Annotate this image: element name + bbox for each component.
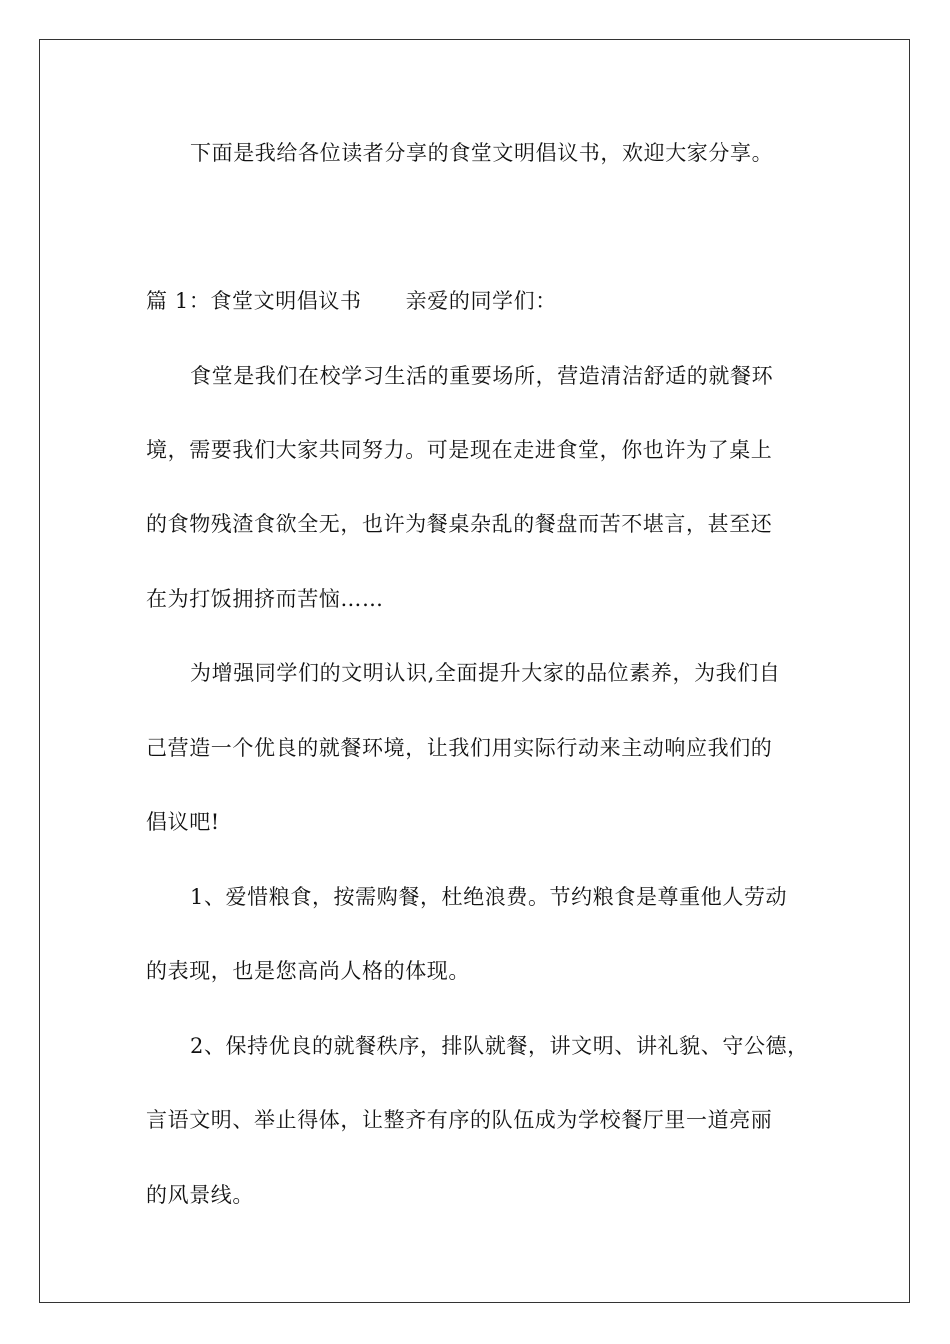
body-line: 的表现，也是您高尚人格的体现。 bbox=[146, 959, 470, 983]
intro-paragraph: 下面是我给各位读者分享的食堂文明倡议书，欢迎大家分享。 bbox=[190, 141, 774, 165]
body-line: 的风景线。 bbox=[146, 1183, 254, 1207]
list-item-1: 1、爱惜粮食，按需购餐，杜绝浪费。节约粮食是尊重他人劳动 bbox=[190, 885, 788, 909]
section-heading bbox=[146, 287, 557, 315]
body-line: 倡议吧! bbox=[146, 810, 220, 834]
body-line: 言语文明、举止得体，让整齐有序的队伍成为学校餐厅里一道亮丽 bbox=[146, 1108, 773, 1132]
body-line: 境，需要我们大家共同努力。可是现在走进食堂，你也许为了桌上 bbox=[146, 438, 773, 462]
salutation: 亲爱的同学们： bbox=[405, 289, 557, 313]
body-line: 食堂是我们在校学习生活的重要场所，营造清洁舒适的就餐环 bbox=[190, 364, 774, 388]
list-item-2: 2、保持优良的就餐秩序，排队就餐，讲文明、讲礼貌、守公德， bbox=[190, 1034, 809, 1058]
body-line: 在为打饭拥挤而苦恼…… bbox=[146, 587, 384, 611]
body-line: 的食物残渣食欲全无，也许为餐桌杂乱的餐盘而苦不堪言，甚至还 bbox=[146, 512, 773, 536]
section-title: 篇 1：食堂文明倡议书 bbox=[146, 289, 362, 313]
body-line: 己营造一个优良的就餐环境，让我们用实际行动来主动响应我们的 bbox=[146, 736, 773, 760]
body-line: 为增强同学们的文明认识,全面提升大家的品位素养，为我们自 bbox=[190, 661, 781, 685]
